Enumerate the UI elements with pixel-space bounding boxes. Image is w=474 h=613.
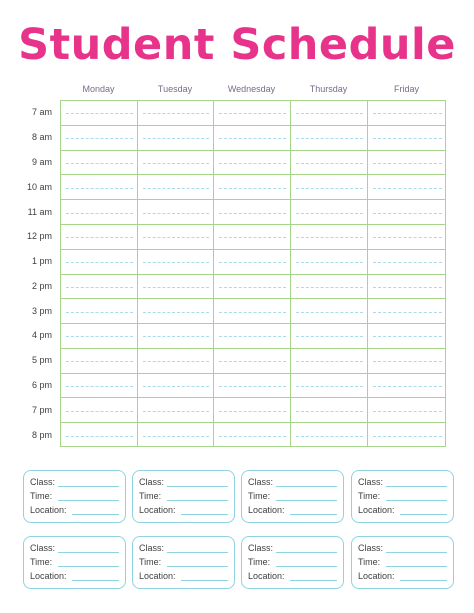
class-field-label: Class: <box>139 543 165 553</box>
time-field[interactable] <box>30 556 119 568</box>
location-field-label: Location: <box>358 505 395 515</box>
time-field[interactable] <box>139 490 228 502</box>
time-field-label: Time: <box>248 557 271 567</box>
location-field-line[interactable] <box>400 514 447 515</box>
grid-row-divider <box>61 298 445 299</box>
time-field-line[interactable] <box>58 566 119 567</box>
schedule-cell-dash-line[interactable] <box>219 411 286 412</box>
grid-row-divider <box>61 249 445 250</box>
time-field-line[interactable] <box>386 566 447 567</box>
schedule-cell-dash-line[interactable] <box>66 163 133 164</box>
location-field-line[interactable] <box>181 514 228 515</box>
schedule-cell-dash-line[interactable] <box>219 287 286 288</box>
class-field-line[interactable] <box>58 552 119 553</box>
schedule-cell-dash-line[interactable] <box>143 336 209 337</box>
location-field-label: Location: <box>139 571 176 581</box>
schedule-cell-dash-line[interactable] <box>66 188 133 189</box>
schedule-cell-dash-line[interactable] <box>296 163 363 164</box>
schedule-cell-dash-line[interactable] <box>219 213 286 214</box>
class-card <box>23 536 126 589</box>
class-field-line[interactable] <box>276 552 337 553</box>
grid-row-divider <box>61 323 445 324</box>
time-field-label: Time: <box>248 491 271 501</box>
schedule-cell-dash-line[interactable] <box>373 113 442 114</box>
class-card <box>23 470 126 523</box>
time-field[interactable] <box>358 490 447 502</box>
location-field-label: Location: <box>358 571 395 581</box>
page-title: Student Schedule <box>18 20 456 70</box>
location-field-line[interactable] <box>72 514 119 515</box>
schedule-cell-dash-line[interactable] <box>66 361 133 362</box>
schedule-cell-dash-line[interactable] <box>219 262 286 263</box>
schedule-cell-dash-line[interactable] <box>296 113 363 114</box>
time-field-line[interactable] <box>167 500 228 501</box>
schedule-cell-dash-line[interactable] <box>66 411 133 412</box>
schedule-cell-dash-line[interactable] <box>219 361 286 362</box>
schedule-cell-dash-line[interactable] <box>296 237 363 238</box>
class-card <box>351 536 454 589</box>
schedule-cell-dash-line[interactable] <box>143 361 209 362</box>
class-field-line[interactable] <box>386 486 447 487</box>
grid-row-divider <box>61 397 445 398</box>
time-field-label: Time: <box>358 491 381 501</box>
schedule-cell-dash-line[interactable] <box>296 336 363 337</box>
schedule-cell-dash-line[interactable] <box>219 163 286 164</box>
schedule-cell-dash-line[interactable] <box>296 213 363 214</box>
class-field-label: Class: <box>248 543 274 553</box>
schedule-cell-dash-line[interactable] <box>143 188 209 189</box>
schedule-cell-dash-line[interactable] <box>143 163 209 164</box>
class-field[interactable] <box>139 476 228 488</box>
class-field-line[interactable] <box>386 552 447 553</box>
schedule-cell-dash-line[interactable] <box>143 436 209 437</box>
class-field-label: Class: <box>248 477 274 487</box>
time-label: 6 pm <box>31 380 52 391</box>
time-field-label: Time: <box>30 557 53 567</box>
time-field[interactable] <box>358 556 447 568</box>
schedule-cell-dash-line[interactable] <box>143 138 209 139</box>
day-header-tuesday: Tuesday <box>157 84 193 94</box>
time-label: 9 am <box>31 156 52 167</box>
schedule-cell-dash-line[interactable] <box>373 188 442 189</box>
schedule-cell-dash-line[interactable] <box>66 336 133 337</box>
schedule-cell-dash-line[interactable] <box>296 287 363 288</box>
location-field-label: Location: <box>30 505 67 515</box>
time-label: 8 pm <box>31 429 52 440</box>
location-field[interactable] <box>248 504 337 516</box>
schedule-cell-dash-line[interactable] <box>66 386 133 387</box>
location-field-line[interactable] <box>290 580 337 581</box>
location-field-label: Location: <box>30 571 67 581</box>
schedule-cell-dash-line[interactable] <box>373 336 442 337</box>
time-label: 5 pm <box>31 355 52 366</box>
schedule-cell-dash-line[interactable] <box>143 262 209 263</box>
class-field[interactable] <box>248 476 337 488</box>
class-field-line[interactable] <box>58 486 119 487</box>
schedule-cell-dash-line[interactable] <box>296 436 363 437</box>
class-field-label: Class: <box>358 477 384 487</box>
schedule-cell-dash-line[interactable] <box>219 386 286 387</box>
class-field-label: Class: <box>30 477 56 487</box>
schedule-cell-dash-line[interactable] <box>143 113 209 114</box>
day-header-friday: Friday <box>393 84 419 94</box>
class-field[interactable] <box>30 476 119 488</box>
schedule-cell-dash-line[interactable] <box>66 237 133 238</box>
class-field[interactable] <box>248 542 337 554</box>
schedule-grid <box>60 100 446 447</box>
class-field-line[interactable] <box>167 552 228 553</box>
grid-row-divider <box>61 174 445 175</box>
schedule-cell-dash-line[interactable] <box>143 312 209 313</box>
schedule-cell-dash-line[interactable] <box>373 213 442 214</box>
time-label: 7 pm <box>31 404 52 415</box>
time-field-label: Time: <box>30 491 53 501</box>
time-field-line[interactable] <box>58 500 119 501</box>
schedule-cell-dash-line[interactable] <box>219 436 286 437</box>
grid-row-divider <box>61 224 445 225</box>
location-field-line[interactable] <box>400 580 447 581</box>
location-field-line[interactable] <box>181 580 228 581</box>
class-field[interactable] <box>30 542 119 554</box>
schedule-cell-dash-line[interactable] <box>66 138 133 139</box>
time-field-line[interactable] <box>386 500 447 501</box>
time-label: 7 am <box>31 107 52 118</box>
schedule-cell-dash-line[interactable] <box>219 113 286 114</box>
schedule-cell-dash-line[interactable] <box>373 287 442 288</box>
class-field-label: Class: <box>139 477 165 487</box>
schedule-cell-dash-line[interactable] <box>143 386 209 387</box>
class-field[interactable] <box>358 542 447 554</box>
location-field-line[interactable] <box>72 580 119 581</box>
time-field-line[interactable] <box>167 566 228 567</box>
time-label: 2 pm <box>31 280 52 291</box>
schedule-cell-dash-line[interactable] <box>66 436 133 437</box>
time-field-label: Time: <box>139 491 162 501</box>
location-field[interactable] <box>139 570 228 582</box>
schedule-cell-dash-line[interactable] <box>219 237 286 238</box>
class-card <box>132 536 235 589</box>
time-label: 12 pm <box>26 231 52 242</box>
schedule-cell-dash-line[interactable] <box>219 138 286 139</box>
time-label: 10 am <box>26 181 52 192</box>
time-field-label: Time: <box>139 557 162 567</box>
schedule-cell-dash-line[interactable] <box>373 436 442 437</box>
schedule-cell-dash-line[interactable] <box>296 262 363 263</box>
grid-row-divider <box>61 348 445 349</box>
location-field-label: Location: <box>248 505 285 515</box>
schedule-cell-dash-line[interactable] <box>143 287 209 288</box>
grid-row-divider <box>61 150 445 151</box>
schedule-cell-dash-line[interactable] <box>66 312 133 313</box>
time-label: 1 pm <box>31 256 52 267</box>
grid-row-divider <box>61 274 445 275</box>
schedule-cell-dash-line[interactable] <box>219 188 286 189</box>
class-field[interactable] <box>139 542 228 554</box>
class-field-line[interactable] <box>276 486 337 487</box>
schedule-cell-dash-line[interactable] <box>143 411 209 412</box>
schedule-cell-dash-line[interactable] <box>66 113 133 114</box>
class-card <box>241 470 344 523</box>
class-card <box>241 536 344 589</box>
schedule-cell-dash-line[interactable] <box>373 312 442 313</box>
grid-row-divider <box>61 373 445 374</box>
schedule-cell-dash-line[interactable] <box>373 138 442 139</box>
schedule-cell-dash-line[interactable] <box>66 287 133 288</box>
schedule-cell-dash-line[interactable] <box>296 361 363 362</box>
day-header-thursday: Thursday <box>309 84 348 94</box>
schedule-cell-dash-line[interactable] <box>296 411 363 412</box>
location-field[interactable] <box>358 504 447 516</box>
location-field[interactable] <box>248 570 337 582</box>
class-field[interactable] <box>358 476 447 488</box>
schedule-cell-dash-line[interactable] <box>373 262 442 263</box>
grid-row-divider <box>61 125 445 126</box>
class-card <box>351 470 454 523</box>
grid-row-divider <box>61 422 445 423</box>
day-header-wednesday: Wednesday <box>227 84 276 94</box>
schedule-cell-dash-line[interactable] <box>143 213 209 214</box>
location-field-label: Location: <box>139 505 176 515</box>
time-label: 8 am <box>31 132 52 143</box>
day-header-monday: Monday <box>82 84 115 94</box>
schedule-cell-dash-line[interactable] <box>373 163 442 164</box>
class-card <box>132 470 235 523</box>
time-field-label: Time: <box>358 557 381 567</box>
time-field-line[interactable] <box>276 566 337 567</box>
time-label: 3 pm <box>31 305 52 316</box>
schedule-cell-dash-line[interactable] <box>66 262 133 263</box>
time-field[interactable] <box>248 490 337 502</box>
grid-row-divider <box>61 199 445 200</box>
schedule-cell-dash-line[interactable] <box>373 361 442 362</box>
location-field-label: Location: <box>248 571 285 581</box>
schedule-cell-dash-line[interactable] <box>296 312 363 313</box>
schedule-cell-dash-line[interactable] <box>219 336 286 337</box>
location-field[interactable] <box>358 570 447 582</box>
schedule-cell-dash-line[interactable] <box>296 188 363 189</box>
class-field-label: Class: <box>358 543 384 553</box>
schedule-cell-dash-line[interactable] <box>296 138 363 139</box>
time-field[interactable] <box>30 490 119 502</box>
schedule-cell-dash-line[interactable] <box>373 411 442 412</box>
location-field[interactable] <box>139 504 228 516</box>
location-field[interactable] <box>30 504 119 516</box>
location-field-line[interactable] <box>290 514 337 515</box>
schedule-cell-dash-line[interactable] <box>373 386 442 387</box>
schedule-cell-dash-line[interactable] <box>296 386 363 387</box>
schedule-cell-dash-line[interactable] <box>219 312 286 313</box>
class-field-line[interactable] <box>167 486 228 487</box>
class-field-label: Class: <box>30 543 56 553</box>
location-field[interactable] <box>30 570 119 582</box>
time-field[interactable] <box>139 556 228 568</box>
schedule-cell-dash-line[interactable] <box>143 237 209 238</box>
time-label: 11 am <box>27 206 52 217</box>
schedule-cell-dash-line[interactable] <box>66 213 133 214</box>
time-label: 4 pm <box>31 330 52 341</box>
schedule-cell-dash-line[interactable] <box>373 237 442 238</box>
time-field-line[interactable] <box>276 500 337 501</box>
time-field[interactable] <box>248 556 337 568</box>
